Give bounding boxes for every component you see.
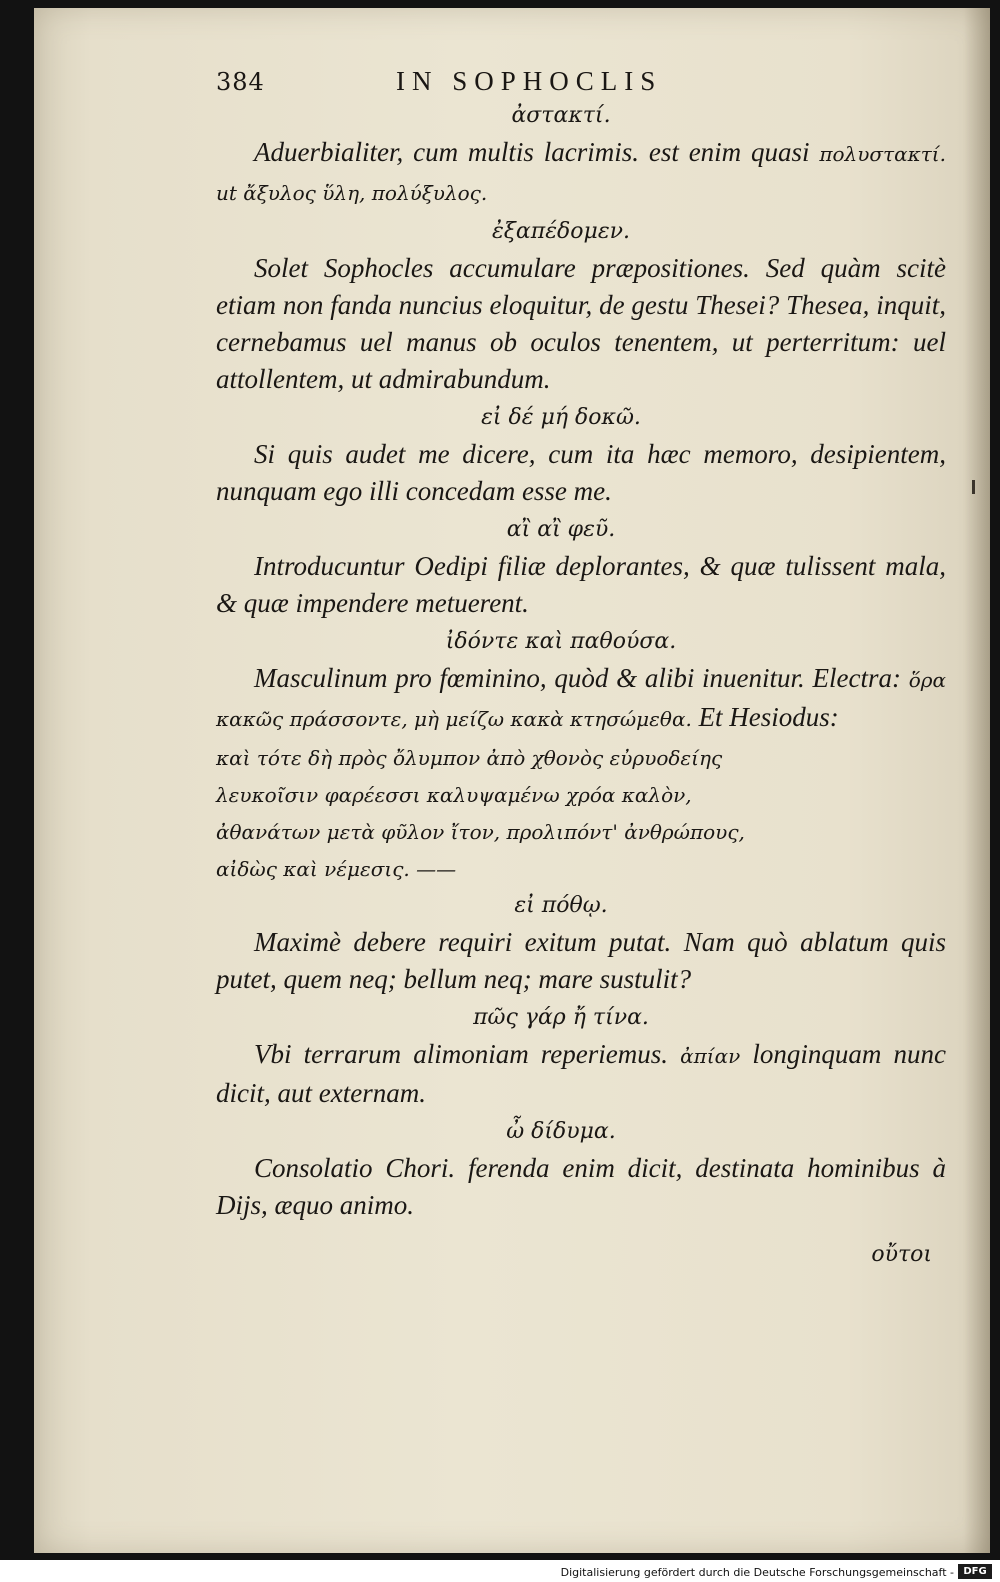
commentary-paragraph: Si quis audet me dicere, cum ita hæc memoro, desipientem, nunquam ego illi concedam esse me.: [216, 439, 946, 506]
running-title: IN SOPHOCLIS: [396, 66, 663, 96]
commentary-paragraph: Introducuntur Oedipi filiæ deplorantes, & quæ tulissent mala, & quæ impendere metuerent.: [216, 551, 946, 618]
lemma: αἲ αἲ φεῦ.: [506, 517, 616, 542]
text-block: [216, 62, 946, 1274]
verse-line: λευκοῖσιν φαρέεσσι καλυψαμένω χρόα καλὸν,: [216, 783, 692, 807]
lemma: εἰ δέ μή δοκῶ.: [481, 405, 641, 430]
verse-line: αἰδὼς καὶ νέμεσις. ——: [216, 857, 457, 881]
commentary-paragraph: Masculinum pro fœminino, quòd & alibi inuenitur. Electra: ὅρα κακῶς πράσσοντε, μὴ μείζω κακὰ κτησώμεθα. Et Hesiodus:: [216, 663, 946, 732]
lemma: ἀστακτί.: [511, 103, 611, 128]
dfg-logo: DFG: [958, 1564, 992, 1579]
greek-text: ἀπίαν: [680, 1044, 741, 1068]
page-number: 384: [216, 68, 265, 96]
lemma: ἰδόντε καὶ παθούσα.: [445, 629, 677, 654]
verse-line: ἀθανάτων μετὰ φῦλον ἴτον, προλιπόντ' ἀνθρώπους,: [216, 820, 745, 844]
lemma: ἐξαπέδομεν.: [491, 219, 630, 244]
running-head: [216, 62, 946, 102]
lemma: πῶς γάρ ἤ τίνα.: [473, 1005, 649, 1030]
margin-mark: [972, 480, 975, 494]
greek-text: πολυστακτί. ut ἄξυλος ὕλη, πολύξυλος.: [216, 142, 946, 205]
lemma: ὦ δίδυμα.: [506, 1119, 616, 1144]
lemma: εἰ πόθῳ.: [514, 893, 608, 918]
greek-quotation: ὅρα κακῶς πράσσοντε, μὴ μείζω κακὰ κτησώμεθα.: [216, 668, 946, 731]
funding-credit: Digitalisierung gefördert durch die Deutsche Forschungsgemeinschaft -: [560, 1566, 954, 1579]
gutter-shadow: [964, 8, 990, 1553]
footer-bar: [0, 1560, 1000, 1582]
commentary-paragraph: Aduerbialiter, cum multis lacrimis. est enim quasi πολυστακτί. ut ἄξυλος ὕλη, πολύξυλος.: [216, 137, 946, 205]
commentary-paragraph: Maximè debere requiri exitum putat. Nam quò ablatum quis putet, quem neq; bellum neq; mare sustulit?: [216, 927, 946, 994]
commentary-paragraph: Consolatio Chori. ferenda enim dicit, destinata hominibus à Dijs, æquo animo.: [216, 1153, 946, 1220]
commentary-paragraph: Solet Sophocles accumulare præpositiones. Sed quàm scitè etiam non fanda nuncius eloquitur, de gestu Thesei? Thesea, inquit, cernebamus uel manus ob oculos tenentem, ut perterritum: uel attollentem, ut admirabundum.: [216, 253, 946, 394]
commentary-paragraph: Vbi terrarum alimoniam reperiemus. ἀπίαν longinquam nunc dicit, aut externam.: [216, 1039, 946, 1108]
verse-line: καὶ τότε δὴ πρὸς ὄλυμπον ἀπὸ χθονὸς εὐρυοδείης: [216, 746, 723, 770]
catchword: οὔτοι: [871, 1242, 932, 1267]
